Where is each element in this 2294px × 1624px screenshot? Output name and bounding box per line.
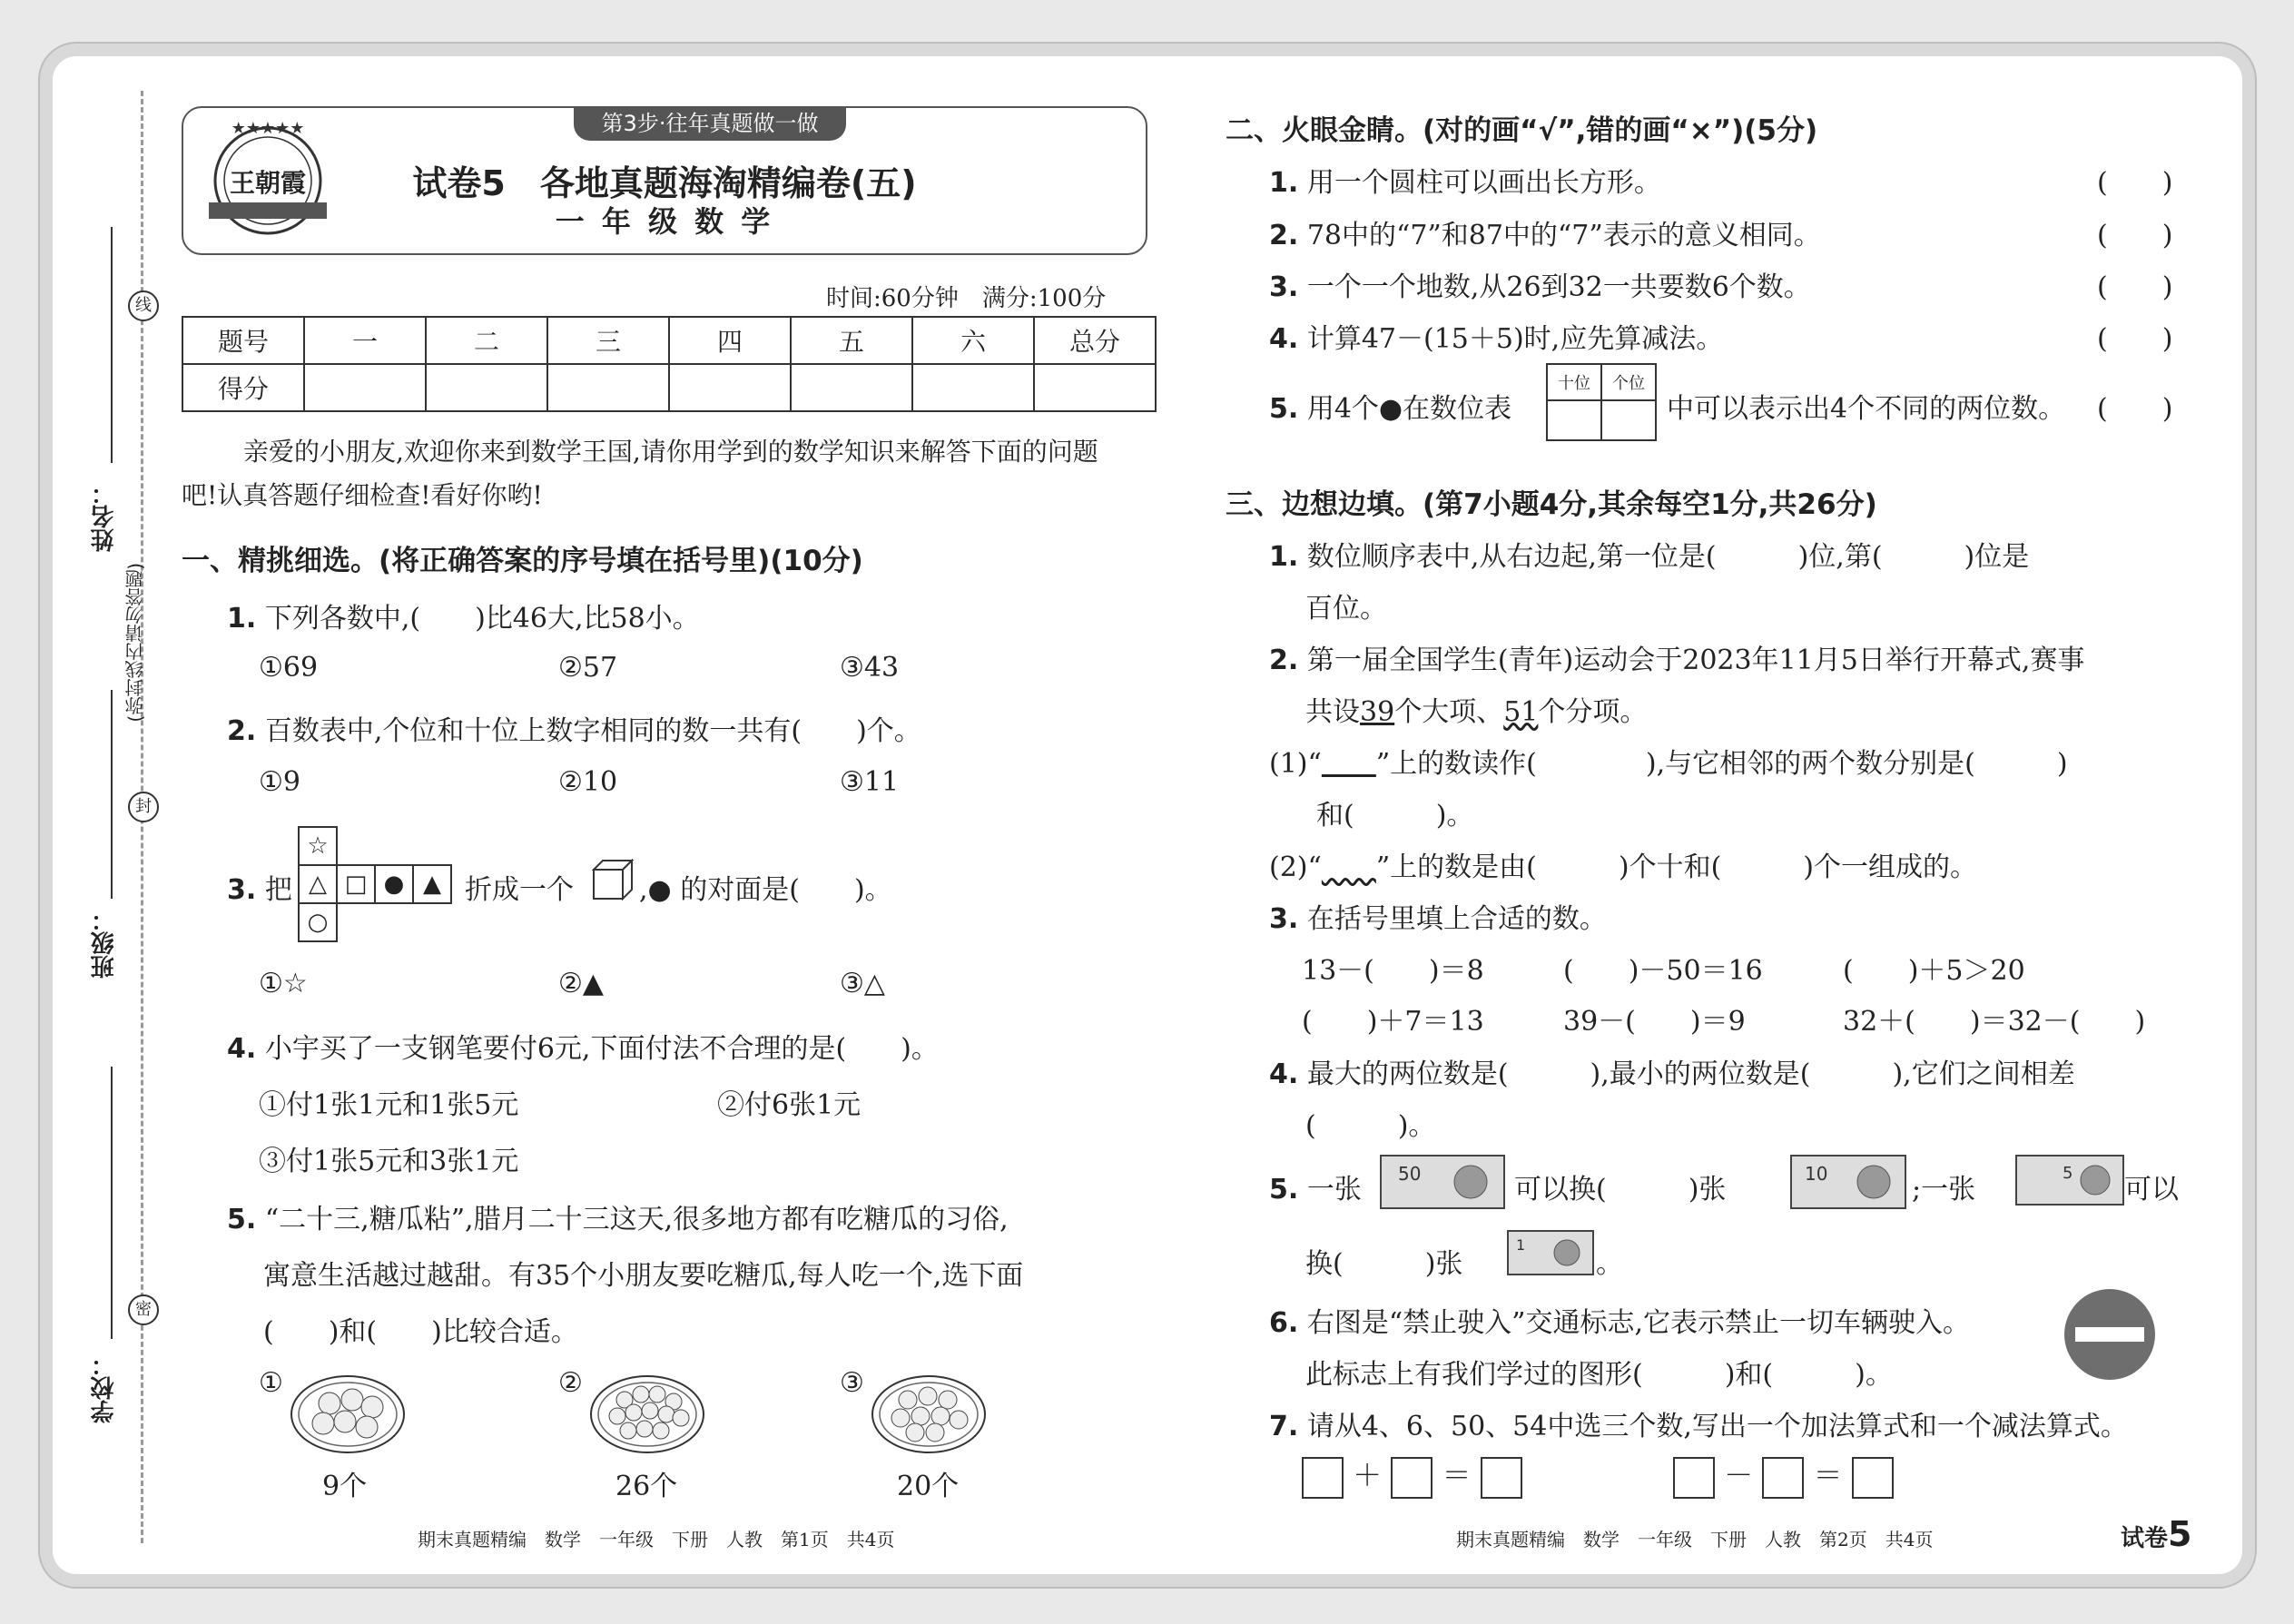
banknote-50-icon: [1380, 1155, 1505, 1209]
banknote-value: 10: [1805, 1163, 1828, 1185]
s3-q1-line1: [1269, 534, 2029, 574]
s3-q7: [1269, 1403, 2128, 1443]
text: (1)“: [1269, 748, 1322, 780]
equals-sign: ＝: [1813, 1458, 1843, 1492]
score-header-row: [182, 317, 1156, 364]
place-value-table: [1546, 363, 1657, 441]
question-text: 一个一个地数,从26到32一共要数6个数。: [1306, 271, 1811, 303]
question-text: 百数表中,个位和十位上数字相同的数一共有( )个。: [264, 715, 921, 747]
pv-cell: [1601, 400, 1656, 440]
answer-box[interactable]: [1391, 1457, 1433, 1499]
s1-q3-option[interactable]: ②▲: [558, 968, 604, 999]
s2-item: [1269, 264, 1811, 304]
answer-box[interactable]: [1673, 1457, 1715, 1499]
footer-right: 期末真题精编 数学 一年级 下册 人教 第2页 共4页: [1456, 1529, 1934, 1550]
name-field-line[interactable]: [111, 227, 113, 463]
answer-box[interactable]: [1302, 1457, 1344, 1499]
svg-text:王朝霞: 王朝霞: [229, 168, 307, 198]
candy-plate-9: [289, 1373, 407, 1456]
s1-q3: [227, 867, 292, 907]
pv-cell: [1547, 400, 1601, 440]
exam-subtitle: 一 年 级 数 学: [555, 204, 774, 239]
s3-q3-eq[interactable]: 39－( )＝9: [1563, 1006, 1746, 1038]
s2-item: [1269, 212, 1821, 252]
s2-item: [1269, 386, 1511, 426]
question-text: 请从4、6、50、54中选三个数,写出一个加法算式和一个减法算式。: [1306, 1411, 2128, 1442]
s3-q5-d: 可以: [2124, 1174, 2179, 1206]
s1-q5-line1: [227, 1196, 1009, 1236]
s1-q5-line3: ( )和( )比较合适。: [263, 1316, 578, 1348]
no-entry-sign-icon: [2063, 1287, 2157, 1382]
score-input[interactable]: [1034, 364, 1156, 411]
plate-count: 20个: [897, 1471, 960, 1502]
score-cell: 三: [547, 317, 669, 364]
s3-q5-c: ;一张: [1912, 1174, 1976, 1206]
s1-q3-option[interactable]: ③△: [840, 968, 885, 999]
exam-badge: [2121, 1514, 2191, 1554]
text: 共设: [1305, 696, 1360, 728]
s1-q1-option[interactable]: ②57: [558, 652, 618, 684]
s3-q3-eq[interactable]: ( )－50＝16: [1563, 955, 1763, 987]
s2-q5-post: 中可以表示出4个不同的两位数。: [1667, 393, 2066, 425]
question-text: 把: [264, 874, 292, 906]
binding-note: (弥封线内请勿答题): [124, 563, 146, 723]
s3-q3: [1269, 896, 1607, 936]
question-number: 2.: [1269, 645, 1299, 676]
s3-q2-line1: [1269, 637, 2084, 677]
banknote-value: 1: [1516, 1236, 1526, 1254]
s1-q4-option[interactable]: ②付6张1元: [717, 1089, 861, 1121]
addition-equation: [1302, 1452, 1522, 1499]
s3-q2-line2: [1305, 689, 1647, 729]
question-text: 第一届全国学生(青年)运动会于2023年11月5日举行开幕式,赛事: [1306, 645, 2085, 676]
s1-q4: [227, 1026, 939, 1066]
question-number: 6.: [1269, 1307, 1299, 1339]
binding-mark-line: 线: [128, 290, 159, 321]
banknote-value: 5: [2063, 1164, 2073, 1183]
s2-answer-paren[interactable]: ( ): [2097, 393, 2173, 425]
time-info: 时间:60分钟 满分:100分: [826, 285, 1107, 312]
s3-q5-f: 。: [1596, 1248, 1623, 1280]
question-text: 数位顺序表中,从右边起,第一位是( )位,第( )位是: [1306, 541, 2030, 573]
section2-title: 二、火眼金睛。(对的画“√”,错的画“×”)(5分): [1226, 114, 1818, 147]
s1-q4-option[interactable]: ③付1张5元和3张1元: [259, 1146, 519, 1177]
question-text: 用一个圆柱可以画出长方形。: [1306, 167, 1661, 199]
question-text: 下列各数中,( )比46大,比58小。: [264, 603, 700, 635]
question-text: 78中的“7”和87中的“7”表示的意义相同。: [1306, 220, 1821, 251]
question-text: 一张: [1306, 1174, 1362, 1206]
question-number: 1.: [227, 603, 257, 635]
question-text: 小宇买了一支钢笔要付6元,下面付法不合理的是( )。: [264, 1033, 939, 1065]
score-table: [182, 316, 1157, 412]
plate-count: 9个: [322, 1471, 368, 1502]
footer-left: 期末真题精编 数学 一年级 下册 人教 第1页 共4页: [418, 1529, 895, 1550]
score-input[interactable]: [669, 364, 791, 411]
s3-q2-sub1-line2: 和( )。: [1316, 800, 1474, 832]
s3-q2-sub2: [1269, 844, 1977, 884]
net-face: ●: [374, 864, 414, 904]
exam-title: 试卷5 各地真题海淘精编卷(五): [412, 163, 917, 203]
s3-q5-b: 可以换( )张: [1514, 1174, 1727, 1206]
question-number: 5.: [1269, 393, 1299, 425]
question-text: 在括号里填上合适的数。: [1306, 903, 1607, 935]
s1-q2-option[interactable]: ②10: [558, 766, 618, 798]
equals-sign: ＝: [1442, 1458, 1472, 1492]
score-value-row: [182, 364, 1156, 411]
score-cell: 题号: [182, 317, 304, 364]
badge-label: 试卷: [2121, 1525, 2169, 1552]
subtraction-equation: [1673, 1452, 1894, 1499]
score-cell: 总分: [1034, 317, 1156, 364]
binding-mark-seal: 封: [128, 792, 159, 822]
pv-header-tens: 十位: [1547, 364, 1601, 400]
s1-q2: [227, 708, 921, 748]
score-cell: 一: [304, 317, 426, 364]
question-number: 1.: [1269, 167, 1299, 199]
score-input[interactable]: [426, 364, 547, 411]
question-number: 5.: [1269, 1174, 1299, 1206]
name-label: 姓名：: [91, 481, 118, 552]
cube-icon: [592, 859, 635, 902]
s1-q2-option[interactable]: ①9: [259, 766, 300, 798]
question-text: 最大的两位数是( ),最小的两位数是( ),它们之间相差: [1306, 1058, 2075, 1090]
minus-sign: －: [1724, 1458, 1754, 1492]
answer-box[interactable]: [1852, 1457, 1894, 1499]
s2-item: [1269, 160, 1661, 200]
s3-q3-eq[interactable]: 13－( )＝8: [1302, 955, 1484, 987]
s3-q6-line1: [1269, 1300, 1970, 1340]
s2-answer-paren[interactable]: ( ): [2097, 323, 2173, 355]
question-text: “二十三,糖瓜粘”,腊月二十三这天,很多地方都有吃糖瓜的习俗,: [264, 1204, 1009, 1235]
question-number: 4.: [1269, 323, 1299, 355]
s1-q4-option[interactable]: ①付1张1元和1张5元: [259, 1089, 519, 1121]
banknote-1-icon: [1507, 1230, 1594, 1275]
question-number: 4.: [227, 1033, 257, 1065]
s3-q5-a: [1269, 1166, 1362, 1206]
s3-q6-line2: 此标志上有我们学过的图形( )和( )。: [1305, 1359, 1893, 1391]
school-label: 学校：: [91, 1353, 118, 1423]
wavy-mark: [1322, 851, 1376, 883]
pv-header-ones: 个位: [1601, 364, 1656, 400]
score-input[interactable]: [912, 364, 1034, 411]
candy-plate-26: [588, 1373, 706, 1456]
s1-q5-line2: 寓意生活越过越甜。有35个小朋友要吃糖瓜,每人吃一个,选下面: [263, 1260, 1024, 1292]
s2-answer-paren[interactable]: ( ): [2097, 271, 2173, 303]
underline-mark: [1322, 748, 1376, 780]
s1-q1-option[interactable]: ①69: [259, 652, 319, 684]
underlined-number: 39: [1360, 696, 1395, 728]
step-tag: 第3步·往年真题做一做: [574, 106, 846, 141]
s3-q3-eq[interactable]: ( )＋7＝13: [1302, 1006, 1484, 1038]
net-face: ○: [298, 902, 338, 942]
s2-answer-paren[interactable]: ( ): [2097, 167, 2173, 199]
question-number: 4.: [1269, 1058, 1299, 1090]
s1-q3-post: ,● 的对面是( )。: [639, 874, 892, 906]
s3-q3-eq[interactable]: 32＋( )＝32－( ): [1843, 1006, 2146, 1038]
question-number: 1.: [1269, 541, 1299, 573]
plate-count: 26个: [615, 1471, 678, 1502]
question-number: 3.: [227, 874, 257, 906]
s3-q4-line2: ( )。: [1305, 1110, 1436, 1142]
plus-sign: ＋: [1353, 1458, 1383, 1492]
s3-q4-line1: [1269, 1051, 2075, 1091]
score-input[interactable]: [304, 364, 426, 411]
text: 个大项、: [1394, 696, 1504, 728]
s2-answer-paren[interactable]: ( ): [2097, 220, 2173, 251]
net-face: △: [298, 864, 338, 904]
s1-q1: [227, 595, 700, 635]
class-field-line[interactable]: [111, 690, 113, 899]
plate-option-mark[interactable]: ②: [558, 1367, 583, 1399]
score-cell: 二: [426, 317, 547, 364]
section3-title: 三、边想边填。(第7小题4分,其余每空1分,共26分): [1226, 488, 1877, 521]
s3-q3-eq[interactable]: ( )＋5＞20: [1843, 955, 2025, 987]
question-number: 2.: [1269, 220, 1299, 251]
plate-option-mark[interactable]: ①: [259, 1367, 283, 1399]
svg-text:★★★★★: ★★★★★: [231, 119, 305, 138]
question-text: 右图是“禁止驶入”交通标志,它表示禁止一切车辆驶入。: [1306, 1307, 1971, 1339]
exam-header: [182, 106, 1147, 255]
s1-q2-option[interactable]: ③11: [840, 766, 900, 798]
intro-line-2: 吧!认真答题仔细检查!看好你哟!: [182, 480, 543, 510]
text: (2)“: [1269, 851, 1322, 883]
binding-mark-secret: 密: [128, 1294, 159, 1325]
score-cell: 五: [791, 317, 912, 364]
score-input[interactable]: [791, 364, 912, 411]
badge-number: 5: [2168, 1514, 2192, 1554]
score-cell: 六: [912, 317, 1034, 364]
plate-option-mark[interactable]: ③: [840, 1367, 864, 1399]
text: ”上的数是由( )个十和( )个一组成的。: [1375, 851, 1977, 883]
answer-box[interactable]: [1762, 1457, 1804, 1499]
score-input[interactable]: [547, 364, 669, 411]
net-face: ▲: [412, 864, 452, 904]
question-number: 3.: [1269, 903, 1299, 935]
banknote-5-icon: [2015, 1155, 2124, 1206]
question-text: 计算47－(15＋5)时,应先算减法。: [1306, 323, 1724, 355]
question-number: 3.: [1269, 271, 1299, 303]
wavy-underlined-number: 51: [1503, 696, 1539, 728]
s3-q1-line2: 百位。: [1305, 593, 1387, 625]
banknote-value: 50: [1398, 1163, 1422, 1185]
question-number: 2.: [227, 715, 257, 747]
score-cell: 四: [669, 317, 791, 364]
question-text: 用4个●在数位表: [1306, 393, 1512, 425]
banknote-10-icon: [1790, 1155, 1906, 1209]
s3-q2-sub1-line1: [1269, 741, 2068, 781]
class-label: 班级：: [91, 908, 118, 979]
candy-plate-20: [870, 1373, 988, 1456]
s3-q5-e: 换( )张: [1305, 1248, 1463, 1280]
text: ”上的数读作( ),与它相邻的两个数分别是( ): [1375, 748, 2068, 780]
s1-q3-mid: 折成一个: [465, 874, 574, 906]
section1-title: 一、精挑细选。(将正确答案的序号填在括号里)(10分): [182, 545, 863, 577]
question-number: 7.: [1269, 1411, 1299, 1442]
s1-q3-option[interactable]: ①☆: [259, 968, 308, 999]
score-label: 得分: [182, 364, 304, 411]
text: 个分项。: [1538, 696, 1648, 728]
answer-box[interactable]: [1481, 1457, 1522, 1499]
intro-line-1: 亲爱的小朋友,欢迎你来到数学王国,请你用学到的数学知识来解答下面的问题: [243, 437, 1098, 467]
school-field-line[interactable]: [111, 1067, 113, 1339]
net-face: ☆: [298, 826, 338, 866]
s1-q1-option[interactable]: ③43: [840, 652, 900, 684]
s2-item: [1269, 316, 1723, 356]
question-number: 5.: [227, 1204, 257, 1235]
net-face: □: [336, 864, 376, 904]
